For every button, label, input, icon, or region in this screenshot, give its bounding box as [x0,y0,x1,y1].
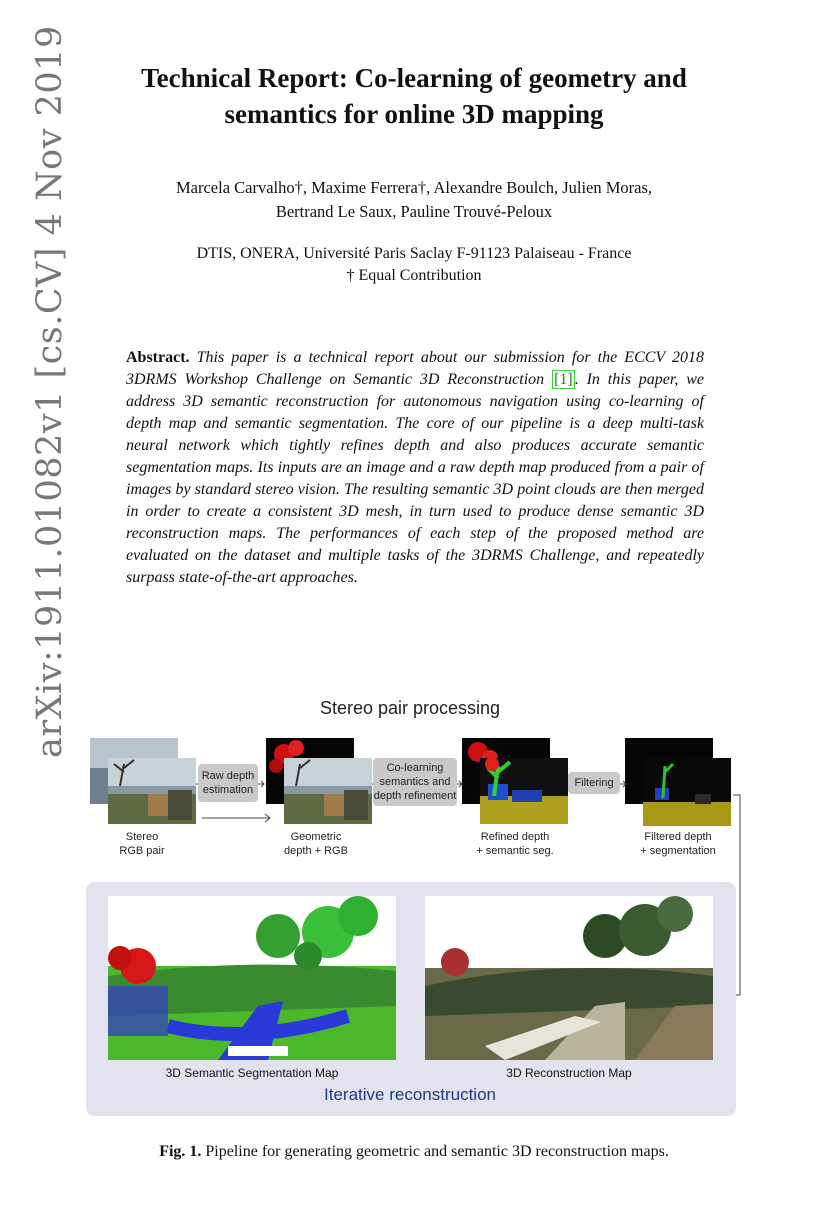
raw-depth-step: Raw depth estimation [198,764,258,802]
iterative-reconstruction-label: Iterative reconstruction [324,1085,496,1104]
reconstruction-map-label: 3D Reconstruction Map [506,1066,632,1080]
caption-geometric-depth: Geometric depth + RGB [284,831,348,857]
caption-refined-depth: Refined depth + semantic seg. [476,831,554,857]
abstract-label: Abstract. [126,349,190,366]
equal-contribution-note: † Equal Contribution [346,267,482,284]
arrow-icon [258,781,264,787]
figure-label: Fig. 1. [159,1143,202,1160]
semantic-segmentation-map-image [108,896,396,1060]
semantic-map-label: 3D Semantic Segmentation Map [165,1066,339,1080]
figure-caption-text: Pipeline for generating geometric and semantic 3D reconstruction maps. [201,1143,669,1160]
figure-caption [60,1143,768,1161]
authors-line-2: Bertrand Le Saux, Pauline Trouvé-Peloux [275,202,553,221]
abstract-text-1: This paper is a technical report about our submission for the ECCV 2018 3DRMS Workshop Challenge on Semantic 3D Reconstruction [126,349,704,388]
stage-title: Stereo pair processing [319,698,501,718]
arrow-icon [620,781,626,787]
arrow-icon [202,814,270,822]
arxiv-id: arXiv:1911.01082v1 [cs.CV] 4 Nov 2019 [30,25,70,758]
co-learning-step: Co-learning semantics and depth refinement [373,758,457,806]
title-line-2: semantics for online 3D mapping [224,99,604,129]
arrow-icon [457,781,462,787]
citation-link[interactable]: [1] [554,371,573,388]
authors-line-1: Marcela Carvalho†, Maxime Ferrera†, Alexandre Boulch, Julien Moras, [175,178,653,197]
affiliation: DTIS, ONERA, Université Paris Saclay F-91123 Palaiseau - France [196,245,632,262]
caption-filtered-depth: Filtered depth + segmentation [640,831,716,857]
caption-stereo-pair: Stereo RGB pair [119,831,165,857]
abstract-text-2: . In this paper, we address 3D semantic reconstruction for autonomous navigation using co-learning of depth map and semantic segmentation. The core of our pipeline is a deep multi-task neural network which tightly refines depth and also produces accurate semantic segmentation maps. Its inputs are an image and a raw depth map produced from a pair of images by standard stereo vision. The resulting semantic 3D point clouds are then merged in order to create a consistent 3D mesh, in turn used to produce dense semantic 3D reconstruction maps. The performances of each step of the proposed method are evaluated on the dataset and multiple tasks of the 3DRMS Challenge, and repeatedly surpass state-of-the-art approaches. [126,371,705,586]
title-line-1: Technical Report: Co-learning of geometry and [141,63,687,93]
filtering-step: Filtering [568,772,620,794]
reconstruction-map-image [425,896,713,1060]
